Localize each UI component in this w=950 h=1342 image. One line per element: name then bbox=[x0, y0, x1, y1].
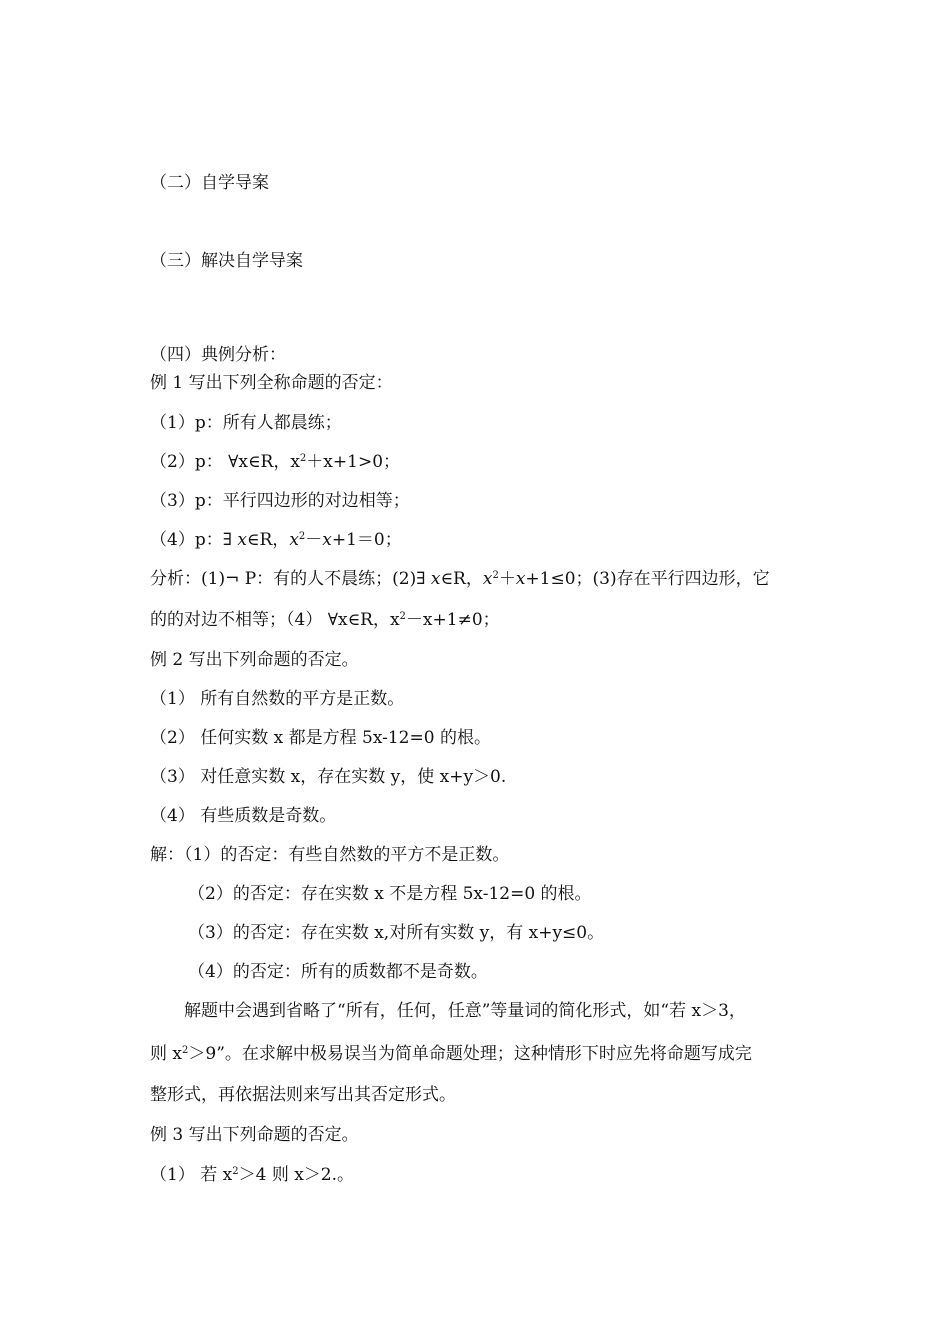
example2-answer1: 解：（1）的否定：有些自然数的平方不是正数。 bbox=[150, 845, 510, 865]
note-line1: 解题中会遇到省略了“所有，任何，任意”等量词的简化形式，如“若 x＞3， bbox=[184, 1001, 746, 1021]
example1-q3: （3）p：平行四边形的对边相等； bbox=[150, 491, 410, 511]
example2-q3: （3） 对任意实数 x，存在实数 y，使 x+y＞0. bbox=[150, 767, 507, 787]
example1-analysis-line2: 的的对边不相等；（4） ∀x∈R，$x^2-x+1\ne 0$； bbox=[150, 610, 500, 630]
example1-title: 例 1 写出下列全称命题的否定： bbox=[150, 373, 393, 393]
note-line2: 则 $x^2>9$”。在求解中极易误当为简单命题处理；这种情形下时应先将命题写成完 bbox=[150, 1044, 752, 1064]
example3-q1: （1） 若 $x^2>4$ 则 x＞2.。 bbox=[150, 1165, 355, 1185]
example2-q2: （2） 任何实数 x 都是方程 5x-12=0 的根。 bbox=[150, 728, 491, 748]
section-heading-4: （四）典例分析： bbox=[150, 345, 286, 365]
example2-answer2: （2）的否定：存在实数 x 不是方程 5x-12=0 的根。 bbox=[188, 884, 592, 904]
example1-q4: （4）p：∃ x∈R，$x^2-x+1=0$； bbox=[150, 530, 402, 550]
example2-answer4: （4）的否定：所有的质数都不是奇数。 bbox=[188, 962, 488, 982]
example1-q2: （2）p： ∀x∈R，$x^2+x+1>0$； bbox=[150, 452, 401, 472]
note-line3: 整形式，再依据法则来写出其否定形式。 bbox=[150, 1085, 456, 1105]
example1-analysis-line1: 分析：(1)¬ P：有的人不晨练；(2)∃ x∈R，$x^2+x+1\le 0$；(3)存在平行四边形，它 bbox=[150, 569, 770, 589]
section-heading-3: （三）解决自学导案 bbox=[150, 251, 303, 271]
example2-answer3: （3）的否定：存在实数 x,对所有实数 y，有 x+y≤0。 bbox=[188, 923, 605, 943]
example2-q4: （4） 有些质数是奇数。 bbox=[150, 806, 337, 826]
example1-q1: （1）p：所有人都晨练； bbox=[150, 413, 342, 433]
section-heading-2: （二）自学导案 bbox=[150, 173, 269, 193]
example2-title: 例 2 写出下列命题的否定。 bbox=[150, 650, 359, 670]
example3-title: 例 3 写出下列命题的否定。 bbox=[150, 1125, 359, 1145]
example2-q1: （1） 所有自然数的平方是正数。 bbox=[150, 689, 405, 709]
